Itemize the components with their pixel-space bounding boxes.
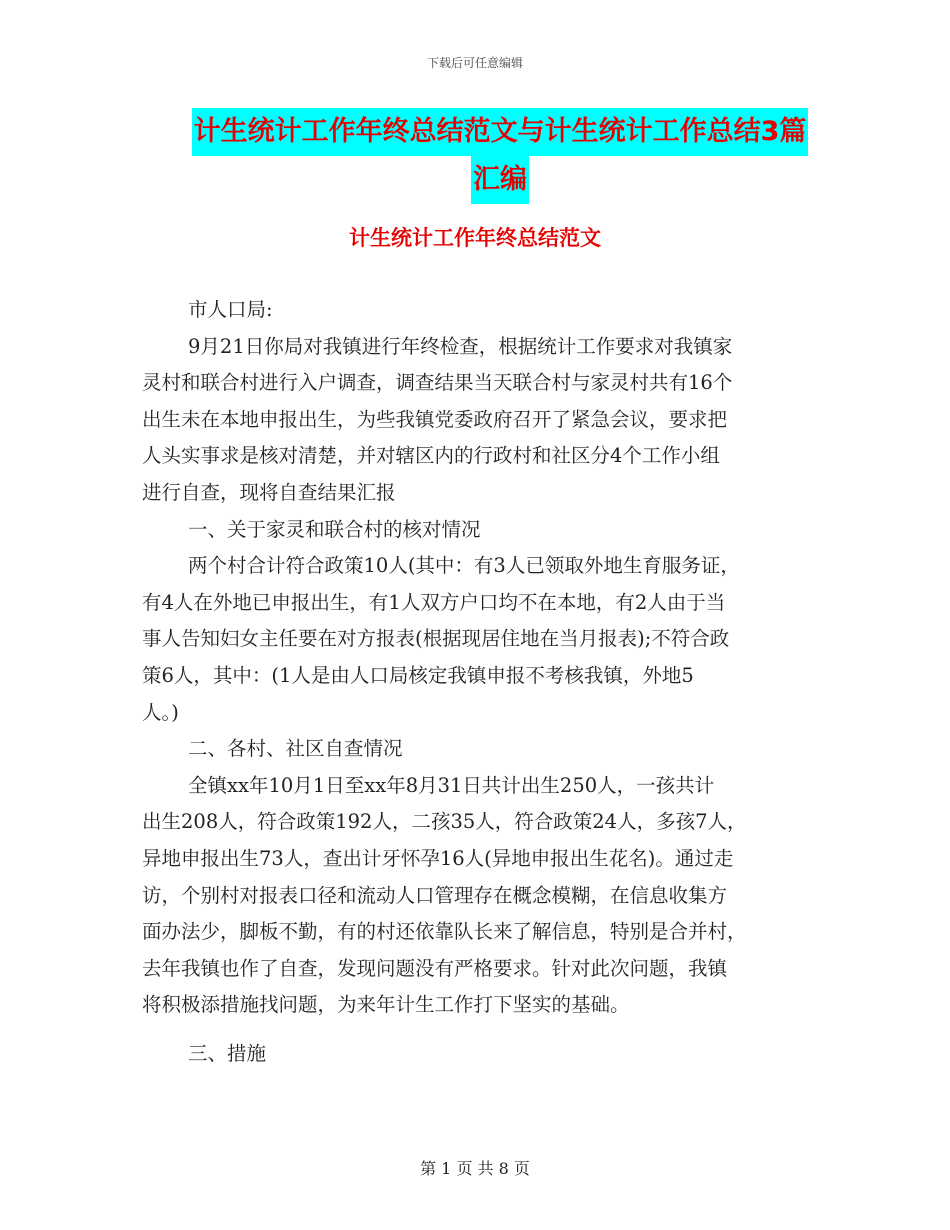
- header-note: 下载后可任意编辑: [426, 56, 523, 70]
- section-title: 计生统计工作年终总结范文: [349, 226, 601, 250]
- page-footer: 第 1 页 共 8 页: [420, 1159, 530, 1178]
- salutation: 市人口局:: [188, 298, 273, 321]
- section-heading-2: 二、各村、社区自查情况: [188, 737, 403, 761]
- document-title: [190, 108, 810, 204]
- body-text: [142, 292, 810, 1072]
- section-heading-3: 三、措施: [188, 1041, 267, 1065]
- paragraph: 全镇xx年10月1日至xx年8月31日共计出生250人，一孩共计 出生208人，符合政策192人，二孩35人，符合政策24人，多孩7人， 异地申报出生73人，查出计牙怀孕16人(异地申报出生花名)。通过走 访，个别村对报表口径和流动人口管理存在概念模糊，在信息收集方 面办法少，脚板不勤，有的村还依靠队长来了解信息，特别是合并村， 去年我镇也作了自查，发现问题没有严格要求。针对此次问题，我镇 将积极添措施找问题，为来年计生工作打下坚实的基础。: [142, 773, 747, 1017]
- title-line-1: 计生统计工作年终总结范文与计生统计工作总结3篇: [192, 108, 809, 156]
- paragraph: 9月21日你局对我镇进行年终检查，根据统计工作要求对我镇家 灵村和联合村进行入户调查，调查结果当天联合村与家灵村共有16个 出生未在本地申报出生，为些我镇党委政府召开了紧急会议，要求把 人头实事求是核对清楚，并对辖区内的行政村和社区分4个工作小组 进行自查，现将自查结果汇报: [142, 334, 733, 504]
- section-heading-1: 一、关于家灵和联合村的核对情况: [188, 517, 481, 541]
- title-line-2: 汇编: [471, 156, 529, 204]
- paragraph: 两个村合计符合政策10人(其中：有3人已领取外地生育服务证， 有4人在外地已申报出生，有1人双方户口均不在本地，有2人由于当 事人告知妇女主任要在对方报表(根据现居住地在当月报表);不符合政 策6人，其中：(1人是由人口局核定我镇申报不考核我镇，外地5 人。): [142, 554, 740, 724]
